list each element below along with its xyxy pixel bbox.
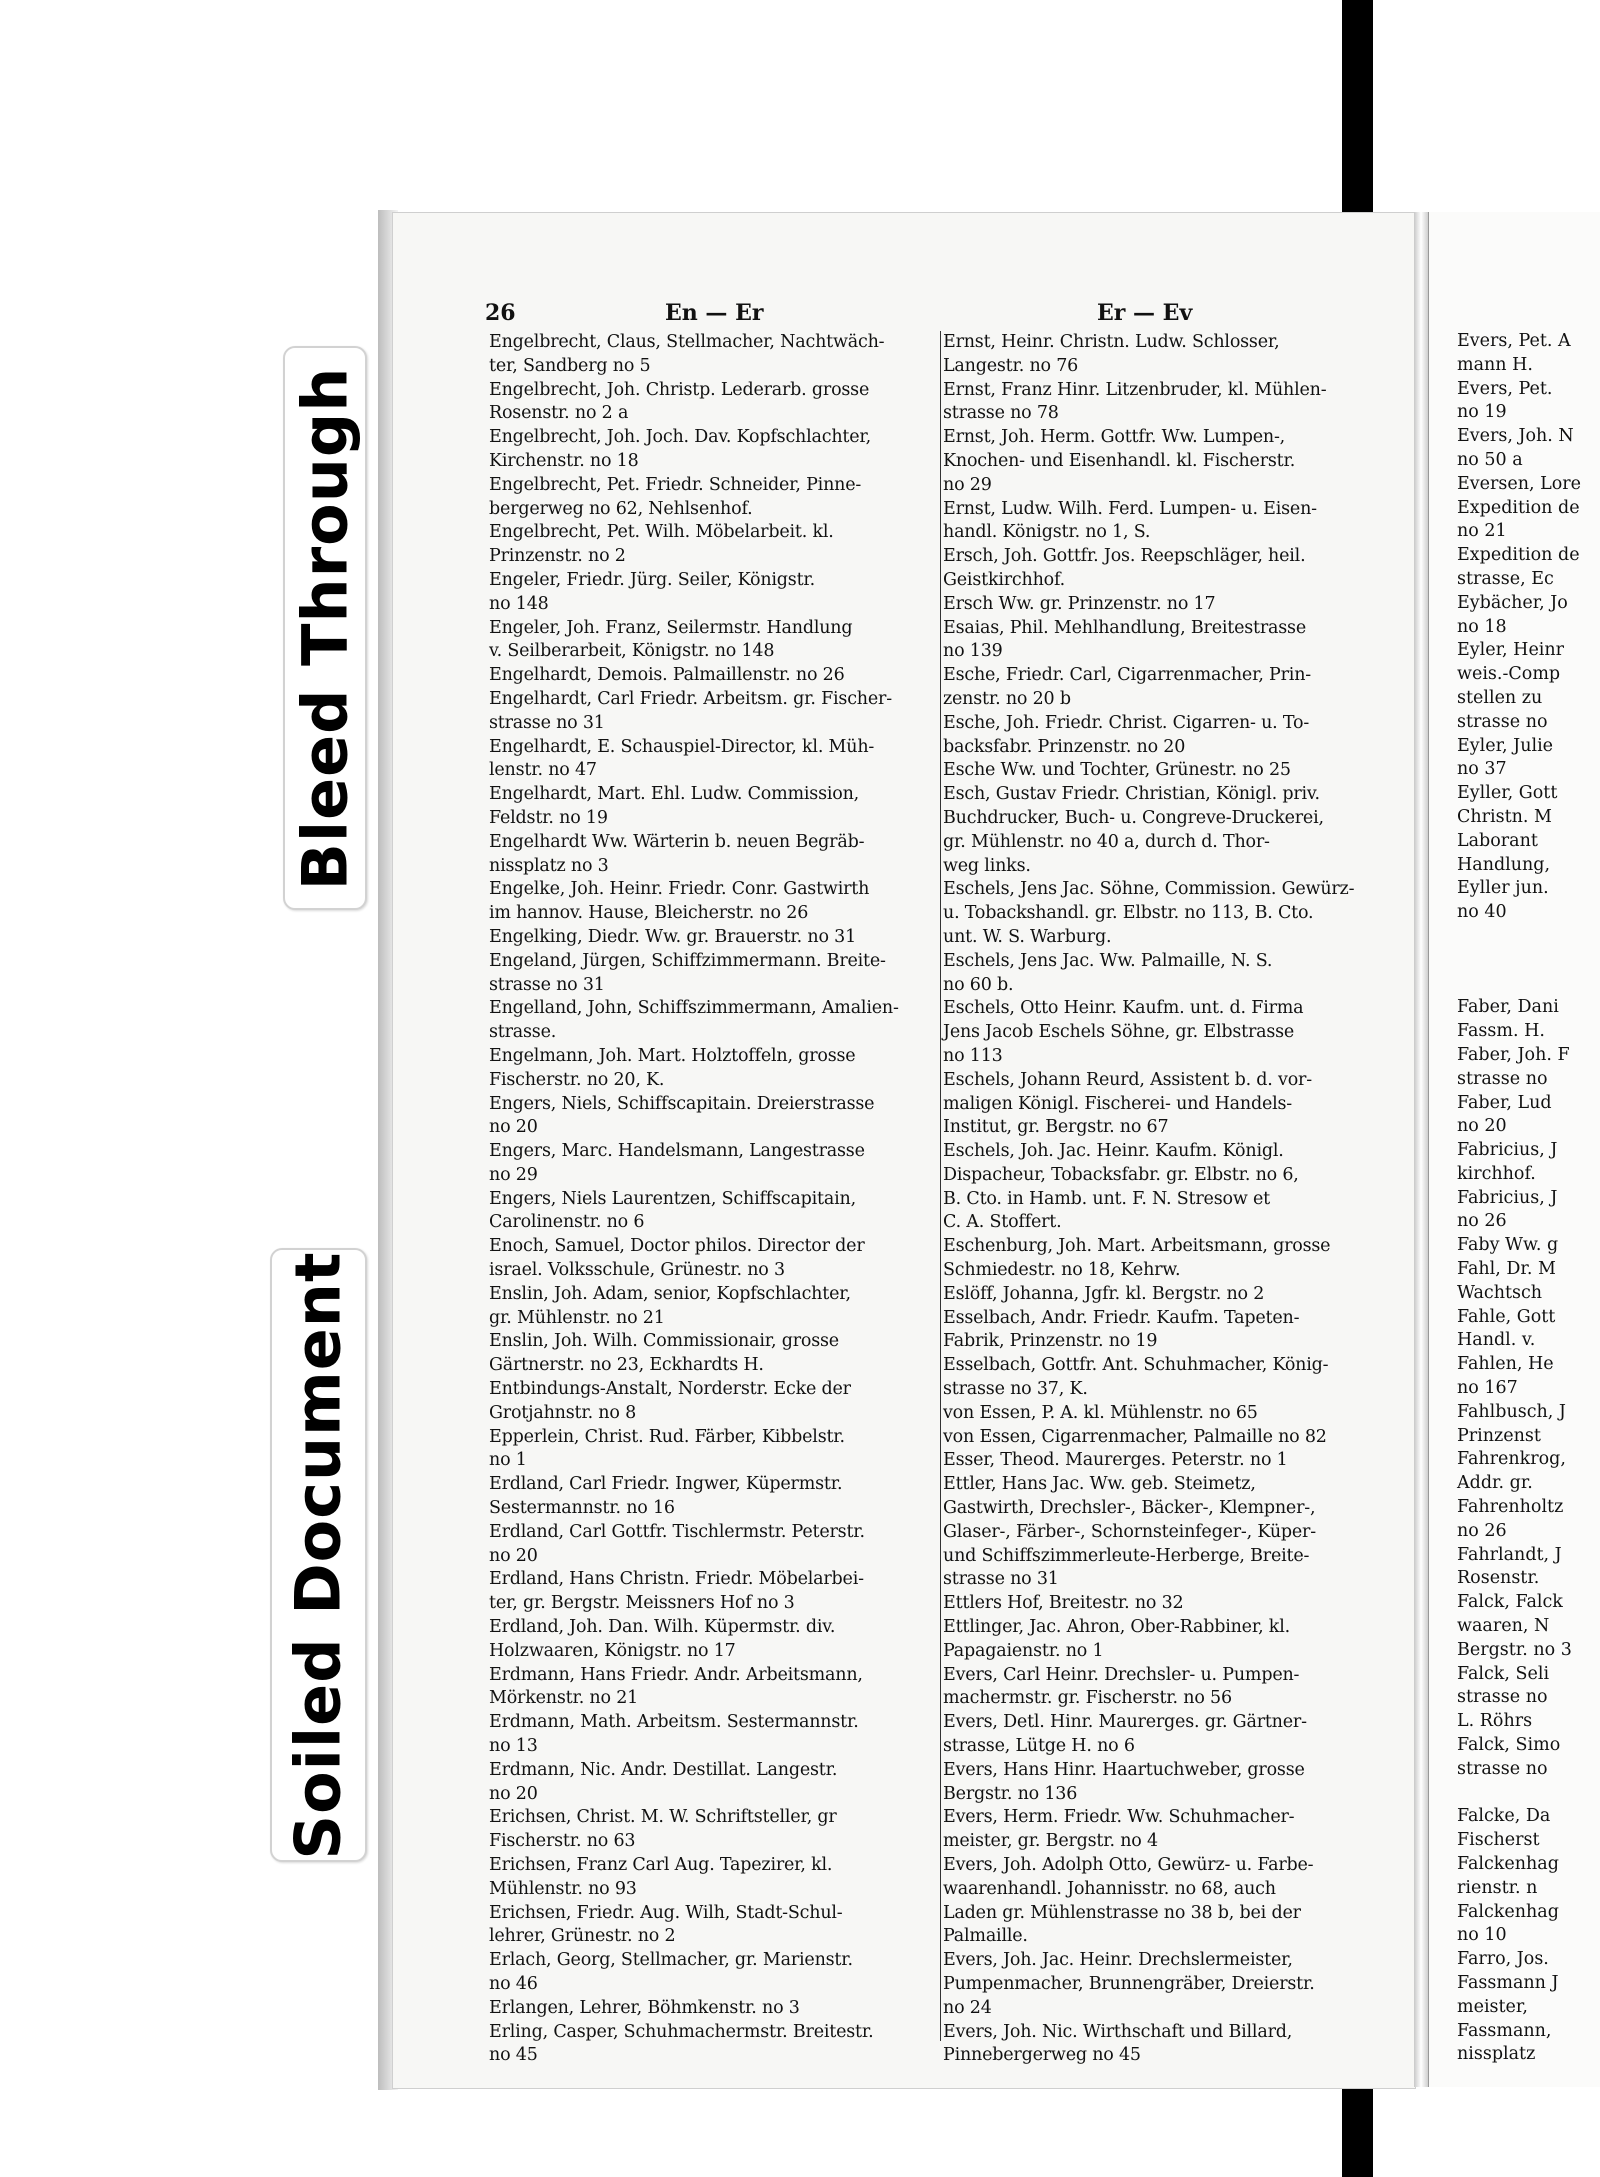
- directory-line: v. Seilberarbeit, Königstr. no 148: [489, 641, 775, 662]
- directory-line: Eyler, Julie: [1457, 735, 1554, 756]
- directory-line: Fahlbusch, J: [1457, 1401, 1566, 1422]
- directory-line: Entbindungs-Anstalt, Norderstr. Ecke der: [489, 1379, 851, 1400]
- directory-line: Fabricius, J: [1457, 1187, 1558, 1208]
- directory-line: Erlangen, Lehrer, Böhmkenstr. no 3: [489, 1997, 800, 2018]
- directory-line: Dispacheur, Tobacksfabr. gr. Elbstr. no 6,: [943, 1164, 1299, 1185]
- directory-line: no 45: [489, 2045, 538, 2066]
- directory-line: no 20: [489, 1783, 538, 1804]
- directory-line: Erichsen, Christ. M. W. Schriftsteller, gr: [489, 1807, 837, 1828]
- directory-line: Engelhardt, Mart. Ehl. Ludw. Commission,: [489, 784, 860, 805]
- directory-line: Engelhardt, E. Schauspiel-Director, kl. Müh-: [489, 736, 875, 757]
- directory-line: Epperlein, Christ. Rud. Färber, Kibbelstr.: [489, 1426, 845, 1447]
- directory-line: Mühlenstr. no 93: [489, 1878, 637, 1899]
- directory-line: Fahlen, He: [1457, 1354, 1554, 1375]
- directory-line: no 29: [489, 1164, 538, 1185]
- directory-line: L. Röhrs: [1457, 1711, 1533, 1732]
- directory-line: Engelbrecht, Pet. Wilh. Möbelarbeit. kl.: [489, 522, 834, 543]
- directory-line: Fischerst: [1457, 1830, 1540, 1851]
- directory-line: Fahrlandt, J: [1457, 1544, 1562, 1565]
- directory-line: Ettlers Hof, Breitestr. no 32: [943, 1593, 1184, 1614]
- directory-line: Falck, Falck: [1457, 1592, 1563, 1613]
- directory-line: Eslöff, Johanna, Jgfr. kl. Bergstr. no 2: [943, 1283, 1265, 1304]
- directory-line: Sestermannstr. no 16: [489, 1498, 675, 1519]
- directory-line: no 13: [489, 1736, 538, 1757]
- directory-line: Eschels, Joh. Jac. Heinr. Kaufm. Königl.: [943, 1141, 1284, 1162]
- directory-line: gr. Mühlenstr. no 21: [489, 1307, 665, 1328]
- directory-line: Enslin, Joh. Wilh. Commissionair, grosse: [489, 1331, 839, 1352]
- directory-line: [1457, 1782, 1581, 1806]
- directory-line: strasse, Ec: [1457, 568, 1554, 589]
- directory-line: zenstr. no 20 b: [943, 688, 1071, 709]
- directory-line: Erichsen, Friedr. Aug. Wilh, Stadt-Schul-: [489, 1902, 843, 1923]
- directory-line: strasse no: [1457, 1758, 1548, 1779]
- directory-line: Faber, Joh. F: [1457, 1044, 1570, 1065]
- directory-page: [392, 212, 1416, 2089]
- directory-line: no 26: [1457, 1211, 1507, 1232]
- directory-line: Gastwirth, Drechsler-, Bäcker-, Klempner-,: [943, 1498, 1316, 1519]
- directory-line: Mörkenstr. no 21: [489, 1688, 639, 1709]
- directory-line: Evers, Detl. Hinr. Maurerges. gr. Gärtner-: [943, 1712, 1307, 1733]
- book-gutter: [1414, 212, 1428, 2087]
- directory-line: strasse no: [1457, 711, 1548, 732]
- soiled-document-text: Soiled Document: [282, 1250, 355, 1860]
- directory-line: mann H.: [1457, 354, 1533, 375]
- directory-line: no 37: [1457, 759, 1507, 780]
- directory-line: Eschenburg, Joh. Mart. Arbeitsmann, grosse: [943, 1236, 1331, 1257]
- directory-line: Evers, Joh. Adolph Otto, Gewürz- u. Farbe-: [943, 1855, 1314, 1875]
- directory-line: Rosenstr. no 2 a: [489, 403, 629, 424]
- directory-line: Prinzenstr. no 2: [489, 546, 626, 567]
- directory-line: Esser, Theod. Maurerges. Peterstr. no 1: [943, 1450, 1288, 1471]
- directory-line: Glaser-, Färber-, Schornsteinfeger-, Küper-: [943, 1521, 1316, 1542]
- directory-line: no 19: [1457, 402, 1507, 423]
- directory-line: Erdland, Joh. Dan. Wilh. Küpermstr. div.: [489, 1617, 836, 1638]
- directory-line: no 20: [489, 1117, 538, 1138]
- directory-line: no 40: [1457, 902, 1507, 923]
- directory-line: maligen Königl. Fischerei- und Handels-: [943, 1093, 1293, 1114]
- directory-line: Laborant: [1457, 830, 1538, 851]
- directory-line: Esche, Joh. Friedr. Christ. Cigarren- u. To-: [943, 712, 1310, 733]
- directory-line: Kirchenstr. no 18: [489, 450, 639, 471]
- directory-line: Eschels, Johann Reurd, Assistent b. d. vor-: [943, 1069, 1312, 1090]
- directory-line: Evers, Joh. Nic. Wirthschaft und Billard,: [943, 2021, 1293, 2042]
- directory-line: Engeland, Jürgen, Schiffzimmermann. Breite-: [489, 950, 886, 971]
- directory-line: Ernst, Ludw. Wilh. Ferd. Lumpen- u. Eisen-: [943, 498, 1317, 519]
- page-number: 26: [485, 300, 516, 326]
- directory-line: no 21: [1457, 521, 1507, 542]
- directory-line: Falckenhag: [1457, 1901, 1559, 1922]
- bleed-through-text: Bleed Through: [288, 366, 362, 890]
- directory-line: Faby Ww. g: [1457, 1235, 1559, 1256]
- directory-line: Christn. M: [1457, 806, 1552, 827]
- directory-line: B. Cto. in Hamb. unt. F. N. Stresow et: [943, 1188, 1270, 1209]
- directory-line: weis.-Comp: [1457, 664, 1561, 685]
- directory-line: waaren, N: [1457, 1616, 1550, 1637]
- directory-line: Pumpenmacher, Brunnengräber, Dreierstr.: [943, 1973, 1315, 1994]
- directory-line: no 113: [943, 1045, 1003, 1066]
- directory-line: und Schiffszimmerleute-Herberge, Breite-: [943, 1545, 1310, 1566]
- directory-line: Ettlinger, Jac. Ahron, Ober-Rabbiner, kl.: [943, 1617, 1290, 1638]
- directory-line: lehrer, Grünestr. no 2: [489, 1926, 676, 1947]
- directory-line: Gärtnerstr. no 23, Eckhardts H.: [489, 1355, 764, 1376]
- directory-line: weg links.: [943, 855, 1031, 876]
- directory-line: Ernst, Heinr. Christn. Ludw. Schlosser,: [943, 332, 1280, 352]
- directory-line: backsfabr. Prinzenstr. no 20: [943, 736, 1186, 757]
- directory-line: Evers, Pet.: [1457, 378, 1553, 399]
- header-right: Er — Ev: [1097, 300, 1193, 326]
- directory-line: rienstr. n: [1457, 1877, 1538, 1898]
- directory-line: Palmaille.: [943, 1926, 1028, 1947]
- directory-line: no 167: [1457, 1378, 1518, 1399]
- directory-line: im hannov. Hause, Bleicherstr. no 26: [489, 903, 809, 924]
- directory-line: Eschels, Jens Jac. Söhne, Commission. Gewürz-: [943, 879, 1355, 900]
- directory-line: Fahle, Gott: [1457, 1306, 1556, 1327]
- directory-line: Eybächer, Jo: [1457, 592, 1568, 613]
- directory-line: Engeler, Friedr. Jürg. Seiler, Königstr.: [489, 569, 816, 590]
- directory-line: Engers, Niels, Schiffscapitain. Dreierstrasse: [489, 1093, 875, 1114]
- directory-line: unt. W. S. Warburg.: [943, 926, 1112, 947]
- column-divider: [940, 331, 941, 2041]
- directory-line: Wachtsch: [1457, 1282, 1543, 1303]
- directory-line: Engelhardt, Demois. Palmaillenstr. no 26: [489, 665, 845, 686]
- directory-line: Engelbrecht, Joh. Christp. Lederarb. grosse: [489, 379, 870, 400]
- directory-line: ter, Sandberg no 5: [489, 355, 651, 376]
- right-column: [943, 331, 1398, 2068]
- directory-line: Fassmann J: [1457, 1972, 1559, 1993]
- directory-line: strasse no: [1457, 1068, 1548, 1089]
- directory-line: Eversen, Lore: [1457, 473, 1581, 494]
- directory-line: no 10: [1457, 1925, 1507, 1946]
- directory-line: Esch, Gustav Friedr. Christian, Königl. priv.: [943, 784, 1320, 805]
- directory-line: Engeler, Joh. Franz, Seilermstr. Handlung: [489, 617, 853, 638]
- directory-line: no 60 b.: [943, 974, 1014, 995]
- directory-line: strasse no 78: [943, 403, 1059, 424]
- directory-line: Fahrenkrog,: [1457, 1449, 1566, 1470]
- directory-line: strasse no 37, K.: [943, 1379, 1088, 1400]
- directory-line: Bergstr. no 136: [943, 1783, 1078, 1804]
- directory-line: Engers, Niels Laurentzen, Schiffscapitain,: [489, 1188, 856, 1209]
- directory-line: handl. Königstr. no 1, S.: [943, 522, 1151, 543]
- directory-line: Institut, gr. Bergstr. no 67: [943, 1117, 1169, 1138]
- directory-line: Ersch, Joh. Gottfr. Jos. Reepschläger, heil.: [943, 546, 1306, 567]
- directory-line: Fahrenholtz: [1457, 1497, 1564, 1518]
- directory-line: Feldstr. no 19: [489, 807, 608, 828]
- directory-line: Enslin, Joh. Adam, senior, Kopfschlachter,: [489, 1283, 851, 1304]
- directory-line: Evers, Joh. N: [1457, 426, 1574, 447]
- directory-line: von Essen, Cigarrenmacher, Palmaille no 82: [943, 1426, 1327, 1447]
- directory-line: Engelbrecht, Joh. Joch. Dav. Kopfschlachter,: [489, 427, 872, 448]
- directory-line: Expedition de: [1457, 545, 1580, 566]
- directory-line: nissplatz no 3: [489, 855, 609, 876]
- directory-line: no 26: [1457, 1520, 1507, 1541]
- directory-line: Erdland, Hans Christn. Friedr. Möbelarbei-: [489, 1569, 864, 1590]
- directory-line: von Essen, P. A. kl. Mühlenstr. no 65: [943, 1402, 1258, 1423]
- directory-line: Handlung,: [1457, 854, 1551, 875]
- directory-line: Bergstr. no 3: [1457, 1639, 1572, 1660]
- directory-line: Fassmann,: [1457, 2020, 1552, 2041]
- directory-line: Esselbach, Gottfr. Ant. Schuhmacher, König-: [943, 1355, 1329, 1376]
- directory-line: Addr. gr.: [1457, 1473, 1533, 1494]
- directory-line: Erlach, Georg, Stellmacher, gr. Marienstr.: [489, 1950, 853, 1971]
- directory-line: Fassm. H.: [1457, 1021, 1545, 1042]
- directory-line: Engelland, John, Schiffszimmermann, Amalien-: [489, 998, 899, 1019]
- directory-line: Esselbach, Andr. Friedr. Kaufm. Tapeten-: [943, 1307, 1300, 1328]
- directory-line: Eyller, Gott: [1457, 783, 1558, 804]
- directory-line: no 24: [943, 1997, 992, 2018]
- directory-line: machermstr. gr. Fischerstr. no 56: [943, 1688, 1232, 1709]
- directory-line: Engelmann, Joh. Mart. Holztoffeln, grosse: [489, 1045, 856, 1066]
- directory-line: no 148: [489, 593, 549, 614]
- directory-line: Falck, Seli: [1457, 1663, 1550, 1684]
- directory-line: Engelke, Joh. Heinr. Friedr. Conr. Gastwirth: [489, 879, 870, 900]
- directory-line: nissplatz: [1457, 2044, 1536, 2065]
- directory-line: Carolinenstr. no 6: [489, 1212, 645, 1233]
- directory-line: Enoch, Samuel, Doctor philos. Director der: [489, 1236, 865, 1257]
- directory-line: Rosenstr.: [1457, 1568, 1540, 1589]
- directory-line: Falcke, Da: [1457, 1806, 1551, 1827]
- directory-line: bergerweg no 62, Nehlsenhof.: [489, 498, 753, 519]
- directory-line: Esaias, Phil. Mehlhandlung, Breitestrasse: [943, 617, 1306, 638]
- directory-line: Fabricius, J: [1457, 1140, 1558, 1161]
- next-page-edge: [1428, 212, 1600, 2087]
- directory-line: Eschels, Otto Heinr. Kaufm. unt. d. Firma: [943, 998, 1304, 1019]
- directory-line: Ernst, Franz Hinr. Litzenbruder, kl. Mühlen-: [943, 379, 1327, 400]
- directory-line: Esche, Friedr. Carl, Cigarrenmacher, Prin-: [943, 665, 1311, 686]
- directory-line: no 50 a: [1457, 449, 1523, 470]
- directory-line: strasse no 31: [943, 1569, 1059, 1590]
- directory-line: waarenhandl. Johannisstr. no 68, auch: [943, 1878, 1276, 1899]
- directory-line: Eyler, Heinr: [1457, 640, 1565, 661]
- directory-line: Erdmann, Math. Arbeitsm. Sestermannstr.: [489, 1712, 859, 1733]
- directory-line: gr. Mühlenstr. no 40 a, durch d. Thor-: [943, 831, 1270, 852]
- directory-line: Grotjahnstr. no 8: [489, 1402, 636, 1423]
- directory-line: Eyller jun.: [1457, 878, 1549, 899]
- directory-line: Engelking, Diedr. Ww. gr. Brauerstr. no 31: [489, 926, 857, 947]
- directory-line: u. Tobackshandl. gr. Elbstr. no 113, B. Cto.: [943, 903, 1314, 924]
- directory-line: Evers, Herm. Friedr. Ww. Schuhmacher-: [943, 1807, 1295, 1828]
- directory-line: Knochen- und Eisenhandl. kl. Fischerstr.: [943, 450, 1296, 471]
- soiled-document-label: [270, 1248, 367, 1862]
- directory-line: Ettler, Hans Jac. Ww. geb. Steimetz,: [943, 1474, 1256, 1495]
- directory-line: Jens Jacob Eschels Söhne, gr. Elbstrasse: [943, 1022, 1295, 1043]
- directory-line: Evers, Hans Hinr. Haartuchweber, grosse: [943, 1759, 1305, 1780]
- directory-line: Engelbrecht, Claus, Stellmacher, Nachtwäch-: [489, 332, 885, 352]
- directory-line: Fahl, Dr. M: [1457, 1259, 1556, 1280]
- next-page-fragments: [1457, 330, 1581, 2067]
- directory-line: Prinzenst: [1457, 1425, 1541, 1446]
- directory-line: no 46: [489, 1973, 538, 1994]
- directory-line: Erdmann, Hans Friedr. Andr. Arbeitsmann,: [489, 1664, 863, 1685]
- directory-line: no 1: [489, 1450, 527, 1471]
- directory-line: meister,: [1457, 1996, 1528, 2017]
- directory-line: ter, gr. Bergstr. Meissners Hof no 3: [489, 1593, 795, 1614]
- directory-line: Erdland, Carl Gottfr. Tischlermstr. Peterstr.: [489, 1521, 865, 1542]
- directory-line: strasse.: [489, 1022, 557, 1043]
- directory-line: Laden gr. Mühlenstrasse no 38 b, bei der: [943, 1902, 1301, 1923]
- directory-line: no 20: [489, 1545, 538, 1566]
- directory-line: stellen zu: [1457, 687, 1543, 708]
- directory-line: Falckenhag: [1457, 1854, 1559, 1874]
- directory-line: Engers, Marc. Handelsmann, Langestrasse: [489, 1141, 865, 1162]
- directory-line: kirchhof.: [1457, 1163, 1536, 1184]
- directory-line: no 29: [943, 474, 992, 495]
- directory-line: no 20: [1457, 1116, 1507, 1137]
- directory-line: Erdmann, Nic. Andr. Destillat. Langestr.: [489, 1759, 838, 1780]
- directory-line: Evers, Joh. Jac. Heinr. Drechslermeister,: [943, 1950, 1293, 1971]
- directory-line: no 139: [943, 641, 1003, 662]
- directory-line: Eschels, Jens Jac. Ww. Palmaille, N. S.: [943, 950, 1273, 971]
- directory-line: Erling, Casper, Schuhmachermstr. Breitestr.: [489, 2021, 874, 2042]
- directory-line: Fischerstr. no 20, K.: [489, 1069, 665, 1090]
- directory-line: Expedition de: [1457, 497, 1580, 518]
- directory-line: Farro, Jos.: [1457, 1949, 1549, 1970]
- directory-line: meister, gr. Bergstr. no 4: [943, 1831, 1158, 1852]
- directory-line: [1457, 973, 1581, 997]
- directory-line: Handl. v.: [1457, 1330, 1536, 1351]
- left-column: [489, 331, 935, 2068]
- directory-line: israel. Volksschule, Grünestr. no 3: [489, 1260, 785, 1281]
- directory-line: Schmiedestr. no 18, Kehrw.: [943, 1260, 1181, 1281]
- directory-line: Engelhardt, Carl Friedr. Arbeitsm. gr. Fischer-: [489, 688, 892, 709]
- directory-line: Fischerstr. no 63: [489, 1831, 636, 1852]
- directory-line: Ernst, Joh. Herm. Gottfr. Ww. Lumpen-,: [943, 427, 1286, 448]
- directory-line: [1457, 949, 1581, 973]
- directory-line: Engelbrecht, Pet. Friedr. Schneider, Pinne-: [489, 474, 862, 495]
- directory-line: Papagaienstr. no 1: [943, 1640, 1104, 1661]
- directory-line: Evers, Carl Heinr. Drechsler- u. Pumpen-: [943, 1664, 1300, 1685]
- bleed-through-label: [283, 346, 367, 910]
- directory-line: Falck, Simo: [1457, 1735, 1561, 1756]
- directory-line: C. A. Stoffert.: [943, 1212, 1062, 1233]
- directory-line: Geistkirchhof.: [943, 569, 1066, 590]
- directory-line: Fabrik, Prinzenstr. no 19: [943, 1331, 1158, 1352]
- directory-line: Erdland, Carl Friedr. Ingwer, Küpermstr.: [489, 1474, 843, 1495]
- directory-line: strasse no 31: [489, 974, 605, 995]
- header-left: En — Er: [665, 300, 764, 326]
- directory-line: [1457, 925, 1581, 949]
- directory-line: Holzwaaren, Königstr. no 17: [489, 1640, 736, 1661]
- directory-line: strasse, Lütge H. no 6: [943, 1736, 1135, 1757]
- directory-line: Langestr. no 76: [943, 355, 1079, 376]
- directory-line: Ersch Ww. gr. Prinzenstr. no 17: [943, 593, 1216, 614]
- directory-line: Pinnebergerweg no 45: [943, 2045, 1141, 2066]
- directory-line: strasse no: [1457, 1687, 1548, 1708]
- directory-line: Faber, Lud: [1457, 1092, 1552, 1113]
- directory-line: strasse no 31: [489, 712, 605, 733]
- directory-line: Erichsen, Franz Carl Aug. Tapezirer, kl.: [489, 1855, 833, 1875]
- directory-line: Engelhardt Ww. Wärterin b. neuen Begräb-: [489, 831, 865, 852]
- directory-line: no 18: [1457, 616, 1507, 637]
- directory-line: Buchdrucker, Buch- u. Congreve-Druckerei,: [943, 807, 1324, 828]
- directory-line: Faber, Dani: [1457, 997, 1559, 1018]
- directory-line: Esche Ww. und Tochter, Grünestr. no 25: [943, 760, 1291, 781]
- directory-line: lenstr. no 47: [489, 760, 597, 781]
- directory-line: Evers, Pet. A: [1457, 331, 1571, 351]
